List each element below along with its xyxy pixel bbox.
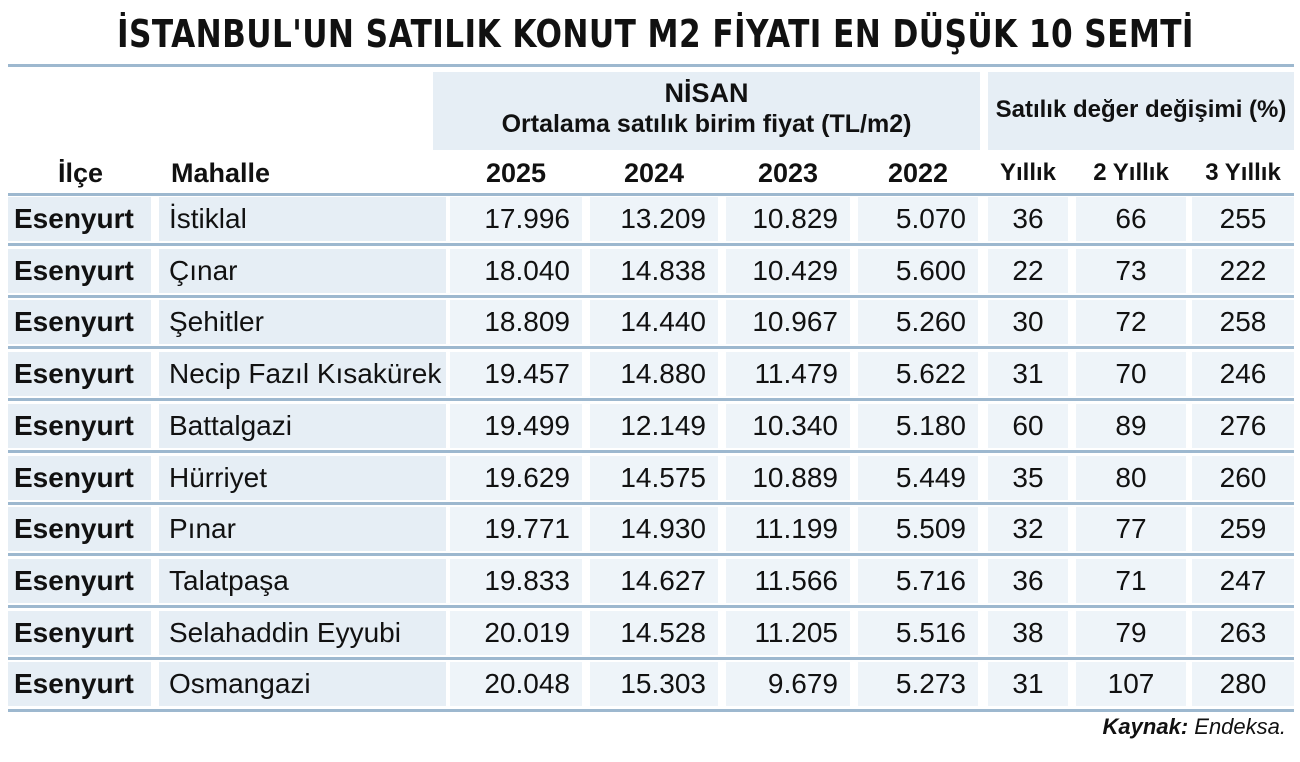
row-divider [8,398,1294,401]
cell-2-yillik: 80 [1076,456,1186,500]
cell-2024: 14.627 [590,559,718,603]
cell-mahalle: Selahaddin Eyyubi [159,611,446,655]
row-divider [8,243,1294,246]
cell-yillik: 35 [988,456,1068,500]
cell-ilce: Esenyurt [8,559,151,603]
cell-2022: 5.509 [858,507,978,551]
cell-2022: 5.070 [858,197,978,241]
cell-yillik: 30 [988,300,1068,344]
cell-3-yillik: 276 [1192,404,1294,448]
cell-2025: 17.996 [450,197,582,241]
header-2022: 2022 [887,158,949,188]
cell-ilce: Esenyurt [8,300,151,344]
cell-mahalle: Necip Fazıl Kısakürek [159,352,446,396]
cell-ilce: Esenyurt [8,352,151,396]
source-value: Endeksa. [1194,714,1286,739]
row-divider [8,502,1294,505]
cell-2024: 15.303 [590,662,718,706]
cell-3-yillik: 263 [1192,611,1294,655]
cell-ilce: Esenyurt [8,249,151,293]
cell-3-yillik: 280 [1192,662,1294,706]
cell-2023: 10.889 [726,456,850,500]
cell-yillik: 36 [988,559,1068,603]
cell-2-yillik: 73 [1076,249,1186,293]
bottom-rule [8,709,1294,712]
cell-3-yillik: 255 [1192,197,1294,241]
cell-ilce: Esenyurt [8,662,151,706]
header-mahalle: Mahalle [171,158,271,188]
chart-title: İSTANBUL'UN SATILIK KONUT M2 FİYATI EN DÜŞÜK 10 SEMTİ [117,12,1194,56]
cell-2023: 10.340 [726,404,850,448]
cell-3-yillik: 260 [1192,456,1294,500]
cell-2024: 14.440 [590,300,718,344]
cell-3-yillik: 258 [1192,300,1294,344]
cell-2-yillik: 79 [1076,611,1186,655]
cell-3-yillik: 246 [1192,352,1294,396]
cell-2025: 20.019 [450,611,582,655]
header-2023: 2023 [757,158,819,188]
cell-2025: 19.499 [450,404,582,448]
cell-2-yillik: 107 [1076,662,1186,706]
row-divider [8,346,1294,349]
cell-mahalle: Osmangazi [159,662,446,706]
cell-2024: 14.880 [590,352,718,396]
cell-2-yillik: 77 [1076,507,1186,551]
cell-2025: 18.040 [450,249,582,293]
price-group-month: NİSAN [664,78,749,108]
header-3-yillik: 3 Yıllık [1205,159,1281,186]
cell-mahalle: Çınar [159,249,446,293]
cell-2024: 14.930 [590,507,718,551]
cell-2024: 14.838 [590,249,718,293]
cell-2022: 5.716 [858,559,978,603]
row-divider [8,295,1294,298]
change-group-title: Satılık değer değişimi (%) [995,96,1287,123]
row-divider [8,605,1294,608]
cell-yillik: 32 [988,507,1068,551]
cell-mahalle: Pınar [159,507,446,551]
row-divider [8,450,1294,453]
cell-2025: 19.771 [450,507,582,551]
cell-2022: 5.180 [858,404,978,448]
cell-yillik: 38 [988,611,1068,655]
cell-2022: 5.260 [858,300,978,344]
cell-2024: 14.528 [590,611,718,655]
cell-2023: 11.205 [726,611,850,655]
cell-3-yillik: 222 [1192,249,1294,293]
cell-3-yillik: 259 [1192,507,1294,551]
cell-mahalle: Talatpaşa [159,559,446,603]
cell-2025: 18.809 [450,300,582,344]
source-label: Kaynak: [1102,714,1189,739]
cell-2024: 14.575 [590,456,718,500]
header-2024: 2024 [623,158,685,188]
header-2-yillik: 2 Yıllık [1093,159,1169,186]
cell-2024: 12.149 [590,404,718,448]
cell-2023: 10.829 [726,197,850,241]
cell-2-yillik: 72 [1076,300,1186,344]
cell-ilce: Esenyurt [8,507,151,551]
header-rule [8,193,1294,196]
source-note [1103,714,1286,740]
header-yillik: Yıllık [999,159,1057,186]
cell-2-yillik: 70 [1076,352,1186,396]
cell-2022: 5.622 [858,352,978,396]
cell-yillik: 31 [988,662,1068,706]
cell-2022: 5.449 [858,456,978,500]
cell-mahalle: İstiklal [159,197,446,241]
price-group-subtitle: Ortalama satılık birim fiyat (TL/m2) [501,110,912,138]
cell-2023: 11.199 [726,507,850,551]
cell-2022: 5.273 [858,662,978,706]
row-divider [8,657,1294,660]
cell-2-yillik: 71 [1076,559,1186,603]
cell-2-yillik: 89 [1076,404,1186,448]
cell-2023: 11.566 [726,559,850,603]
cell-mahalle: Battalgazi [159,404,446,448]
header-ilce: İlçe [58,158,104,188]
cell-2023: 10.429 [726,249,850,293]
cell-mahalle: Hürriyet [159,456,446,500]
cell-ilce: Esenyurt [8,611,151,655]
cell-2022: 5.600 [858,249,978,293]
row-divider [8,553,1294,556]
cell-mahalle: Şehitler [159,300,446,344]
cell-3-yillik: 247 [1192,559,1294,603]
cell-ilce: Esenyurt [8,456,151,500]
cell-2025: 19.833 [450,559,582,603]
cell-yillik: 36 [988,197,1068,241]
cell-2023: 11.479 [726,352,850,396]
cell-yillik: 22 [988,249,1068,293]
cell-2023: 10.967 [726,300,850,344]
cell-2022: 5.516 [858,611,978,655]
cell-2025: 20.048 [450,662,582,706]
header-2025: 2025 [485,158,547,188]
cell-yillik: 60 [988,404,1068,448]
cell-ilce: Esenyurt [8,404,151,448]
cell-2024: 13.209 [590,197,718,241]
cell-2025: 19.457 [450,352,582,396]
cell-2-yillik: 66 [1076,197,1186,241]
cell-2025: 19.629 [450,456,582,500]
cell-yillik: 31 [988,352,1068,396]
top-rule [8,64,1294,67]
cell-2023: 9.679 [726,662,850,706]
cell-ilce: Esenyurt [8,197,151,241]
